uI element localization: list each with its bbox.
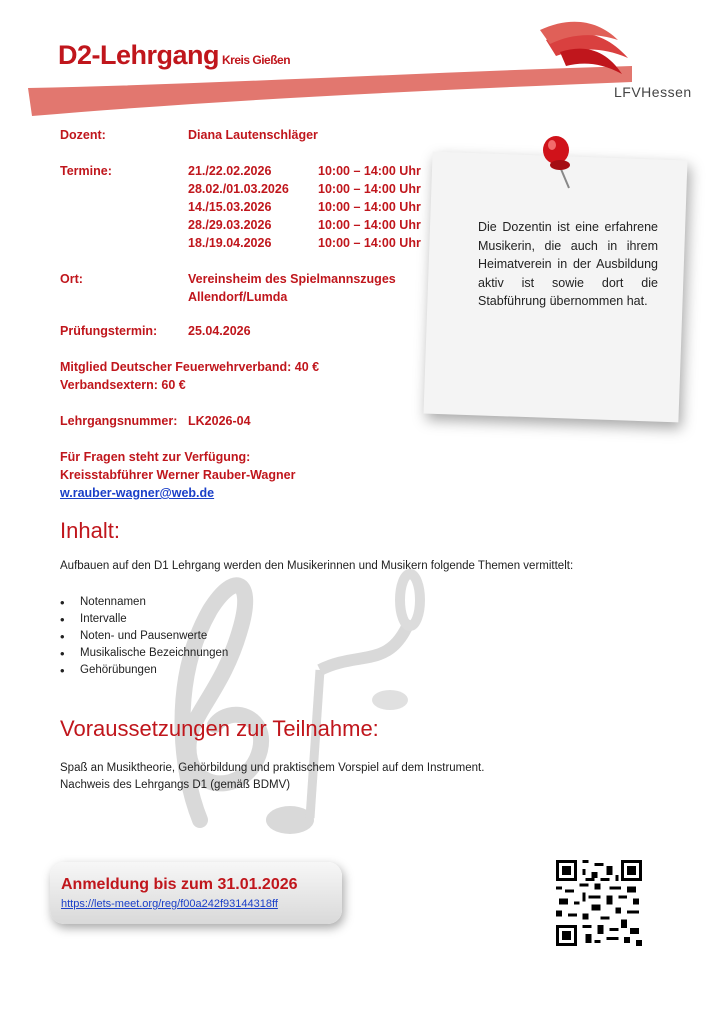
termin-date: 28.02./01.03.2026 xyxy=(188,182,289,196)
list-item: • Intervalle xyxy=(60,611,228,628)
termin-date: 18./19.04.2026 xyxy=(188,236,272,250)
pruefung-label: Prüfungstermin: xyxy=(60,324,158,338)
ort-line1: Vereinsheim des Spielmannszuges xyxy=(188,272,396,286)
ort-line2: Allendorf/Lumda xyxy=(188,290,288,304)
termin-time: 10:00 – 14:00 Uhr xyxy=(318,236,421,250)
dozent-label: Dozent: xyxy=(60,128,106,142)
page-subtitle: Kreis Gießen xyxy=(222,53,291,67)
contact-line2: Kreisstabführer Werner Rauber-Wagner xyxy=(60,468,296,482)
number-label: Lehrgangsnummer: xyxy=(60,414,178,428)
voraussetzungen-heading: Voraussetzungen zur Teilnahme: xyxy=(60,716,379,741)
termin-time: 10:00 – 14:00 Uhr xyxy=(318,218,421,232)
termin-date: 21./22.02.2026 xyxy=(188,164,272,178)
voraussetzungen-line1: Spaß an Musiktheorie, Gehörbildung und praktischem Vorspiel auf dem Instrument. xyxy=(60,762,485,774)
list-item: • Musikalische Bezeichnungen xyxy=(60,645,228,662)
termin-time: 10:00 – 14:00 Uhr xyxy=(318,182,421,196)
contact-email-link[interactable]: w.rauber-wagner@web.de xyxy=(60,486,215,500)
fee-external: Verbandsextern: 60 € xyxy=(60,378,186,392)
termin-date: 28./29.03.2026 xyxy=(188,218,272,232)
pruefung-value: 25.04.2026 xyxy=(188,324,251,338)
push-pin-icon xyxy=(536,132,586,192)
topic-list xyxy=(60,594,228,679)
list-item: • Noten- und Pausenwerte xyxy=(60,628,228,645)
termine-label: Termine: xyxy=(60,164,112,178)
inhalt-heading: Inhalt: xyxy=(60,518,120,543)
registration-title: Anmeldung bis zum 31.01.2026 xyxy=(61,876,298,893)
inhalt-intro: Aufbauen auf den D1 Lehrgang werden den Musikerinnen und Musikern folgende Themen vermittelt: xyxy=(60,560,574,572)
contact-line1: Für Fragen steht zur Verfügung: xyxy=(60,450,251,464)
list-item: • Gehörübungen xyxy=(60,662,228,679)
number-value: LK2026-04 xyxy=(188,414,251,428)
voraussetzungen-line2: Nachweis des Lehrgangs D1 (gemäß BDMV) xyxy=(60,779,291,791)
brand-name: LFVHessen xyxy=(614,84,692,100)
qr-code-icon[interactable] xyxy=(556,860,642,946)
termin-date: 14./15.03.2026 xyxy=(188,200,272,214)
list-item: • Notennamen xyxy=(60,594,228,611)
termin-time: 10:00 – 14:00 Uhr xyxy=(318,164,421,178)
dozent-value: Diana Lautenschläger xyxy=(188,128,318,142)
page-title: D2-Lehrgang Kreis Gießen xyxy=(58,40,291,70)
flame-logo-icon xyxy=(540,22,628,74)
fee-member: Mitglied Deutscher Feuerwehrverband: 40 € xyxy=(60,360,320,374)
ort-label: Ort: xyxy=(60,272,83,286)
registration-link[interactable]: https://lets-meet.org/reg/f00a242f93144318ff xyxy=(61,898,278,910)
termin-time: 10:00 – 14:00 Uhr xyxy=(318,200,421,214)
note-text: Die Dozentin ist eine erfahrene Musikerin, die auch in ihrem Heimatverein in der Ausbildung aktiv ist sowie dort die Stabführung übernommen hat. xyxy=(478,220,658,308)
